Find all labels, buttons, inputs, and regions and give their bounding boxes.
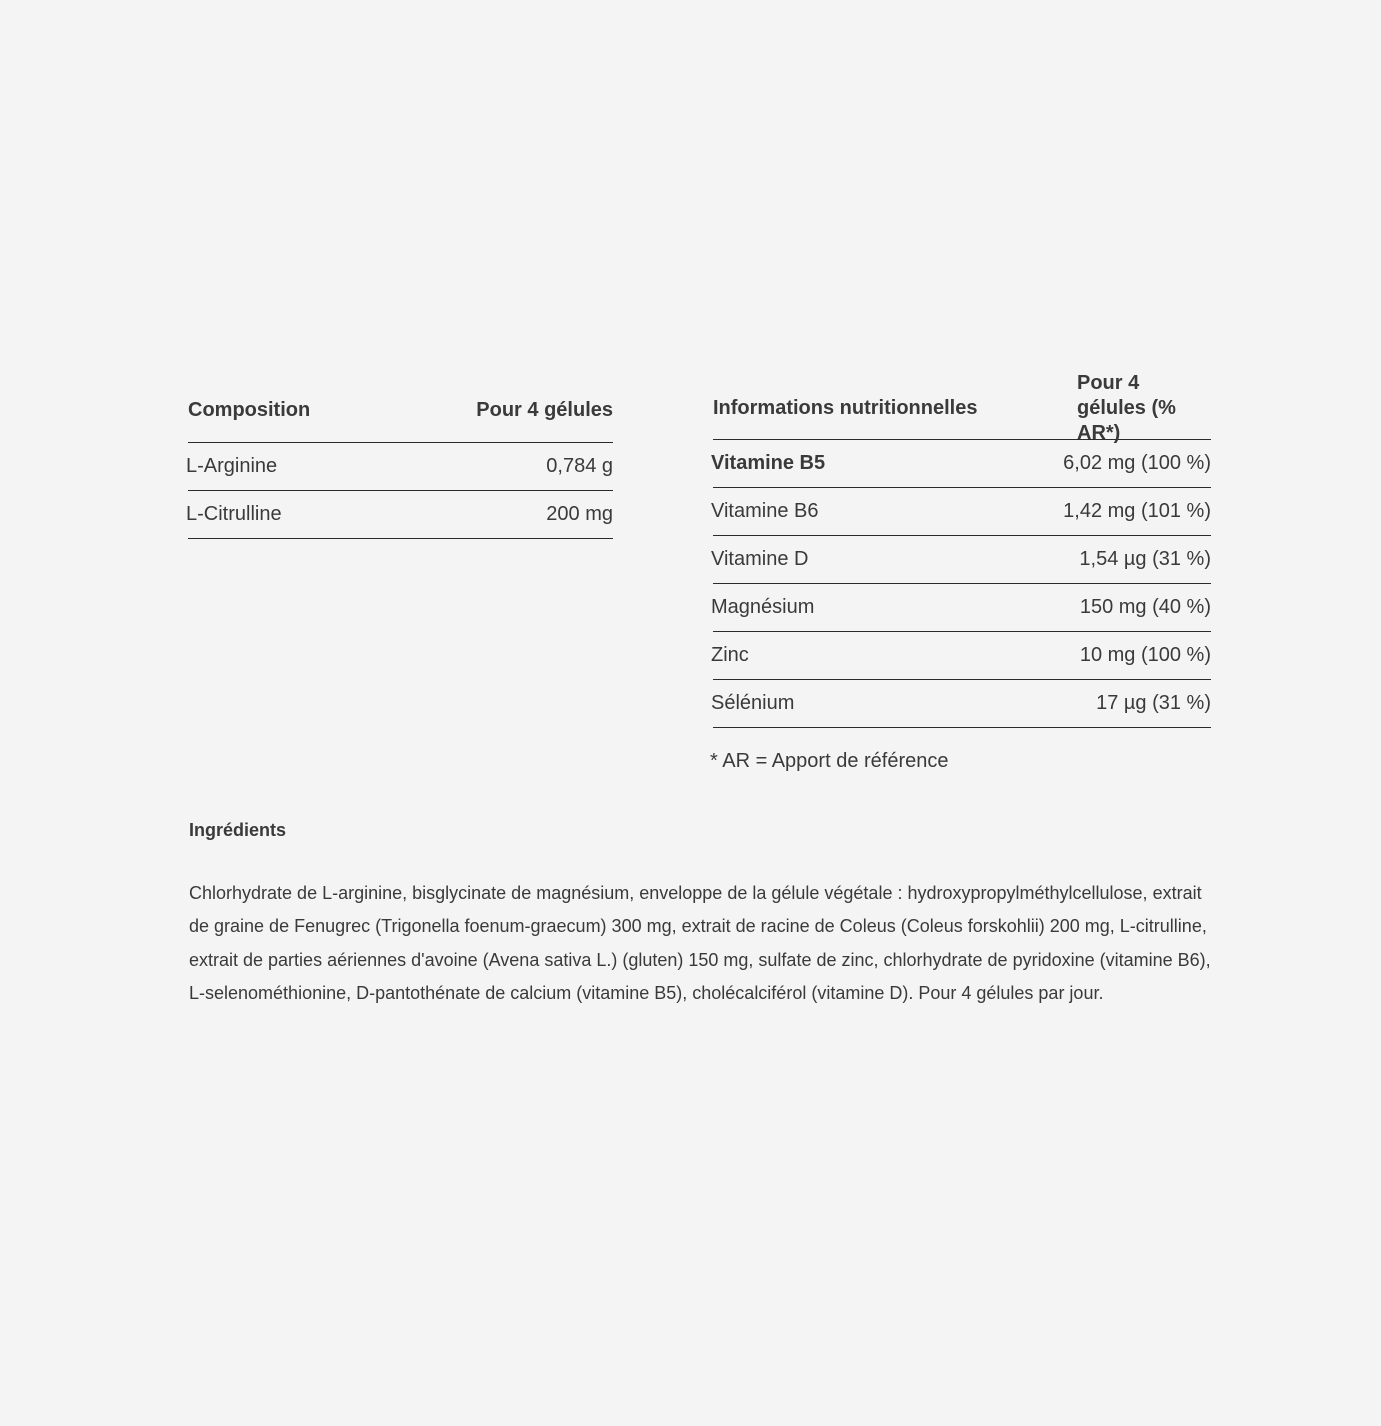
composition-row-value: 200 mg [546,503,613,525]
table-row [713,680,1211,728]
composition-row-name: L-Citrulline [186,503,282,525]
reference-intake-footnote: * AR = Apport de référence [710,750,949,772]
composition-row-name: L-Arginine [186,455,278,477]
composition-table-header [188,378,613,443]
nutrition-row-name: Sélénium [711,692,795,714]
nutrition-row-name: Vitamine B6 [711,500,819,522]
nutrition-row-value: 1,42 mg (101 %) [1063,500,1211,522]
ingredients-text: Chlorhydrate de L-arginine, bisglycinate de magnésium, enveloppe de la gélule végétale : hydroxypropylméthylcellulose, extrait de graine de Fenugrec (Trigonella foenum-graecum) 300 mg, extrait de racine de Coleus (Coleus forskohlii) 200 mg, L-citrulline, extrait de parties aériennes d'avoine (Avena sativa L.) (gluten) 150 mg, sulfate de zinc, chlorhydrate de pyridoxine (vitamine B6), L-selenométhionine, D-pantothénate de calcium (vitamine B5), cholécalciférol (vitamine D). Pour 4 gélules par jour. [189,883,1211,1003]
composition-header-label: Composition [188,398,311,421]
nutrition-row-name: Zinc [711,644,749,666]
nutrition-row-value: 150 mg (40 %) [1079,596,1211,618]
nutrition-row-value: 6,02 mg (100 %) [1063,452,1211,474]
table-row [713,488,1211,536]
nutrition-row-name: Vitamine D [711,548,809,570]
table-row [188,443,613,491]
table-row [713,632,1211,680]
nutrition-table-header [713,372,1211,444]
nutrition-row-value: 1,54 µg (31 %) [1079,548,1211,570]
nutrition-header-amount: Pour 4 gélules (% AR*) [1077,372,1176,444]
nutrition-row-name: Vitamine B5 [711,452,826,474]
composition-header-amount: Pour 4 gélules [476,398,613,421]
ingredients-heading: Ingrédients [189,820,287,840]
composition-row-value: 0,784 g [546,455,613,477]
composition-table [188,378,613,539]
nutrition-row-value: 10 mg (100 %) [1079,644,1211,666]
table-row [713,536,1211,584]
nutrition-header-label: Informations nutritionnelles [713,397,978,419]
nutrition-row-value: 17 µg (31 %) [1096,692,1211,714]
nutrition-table [711,372,1211,728]
nutrition-row-name: Magnésium [711,596,815,618]
table-row [188,491,613,539]
table-row [713,440,1211,488]
table-row [713,584,1211,632]
